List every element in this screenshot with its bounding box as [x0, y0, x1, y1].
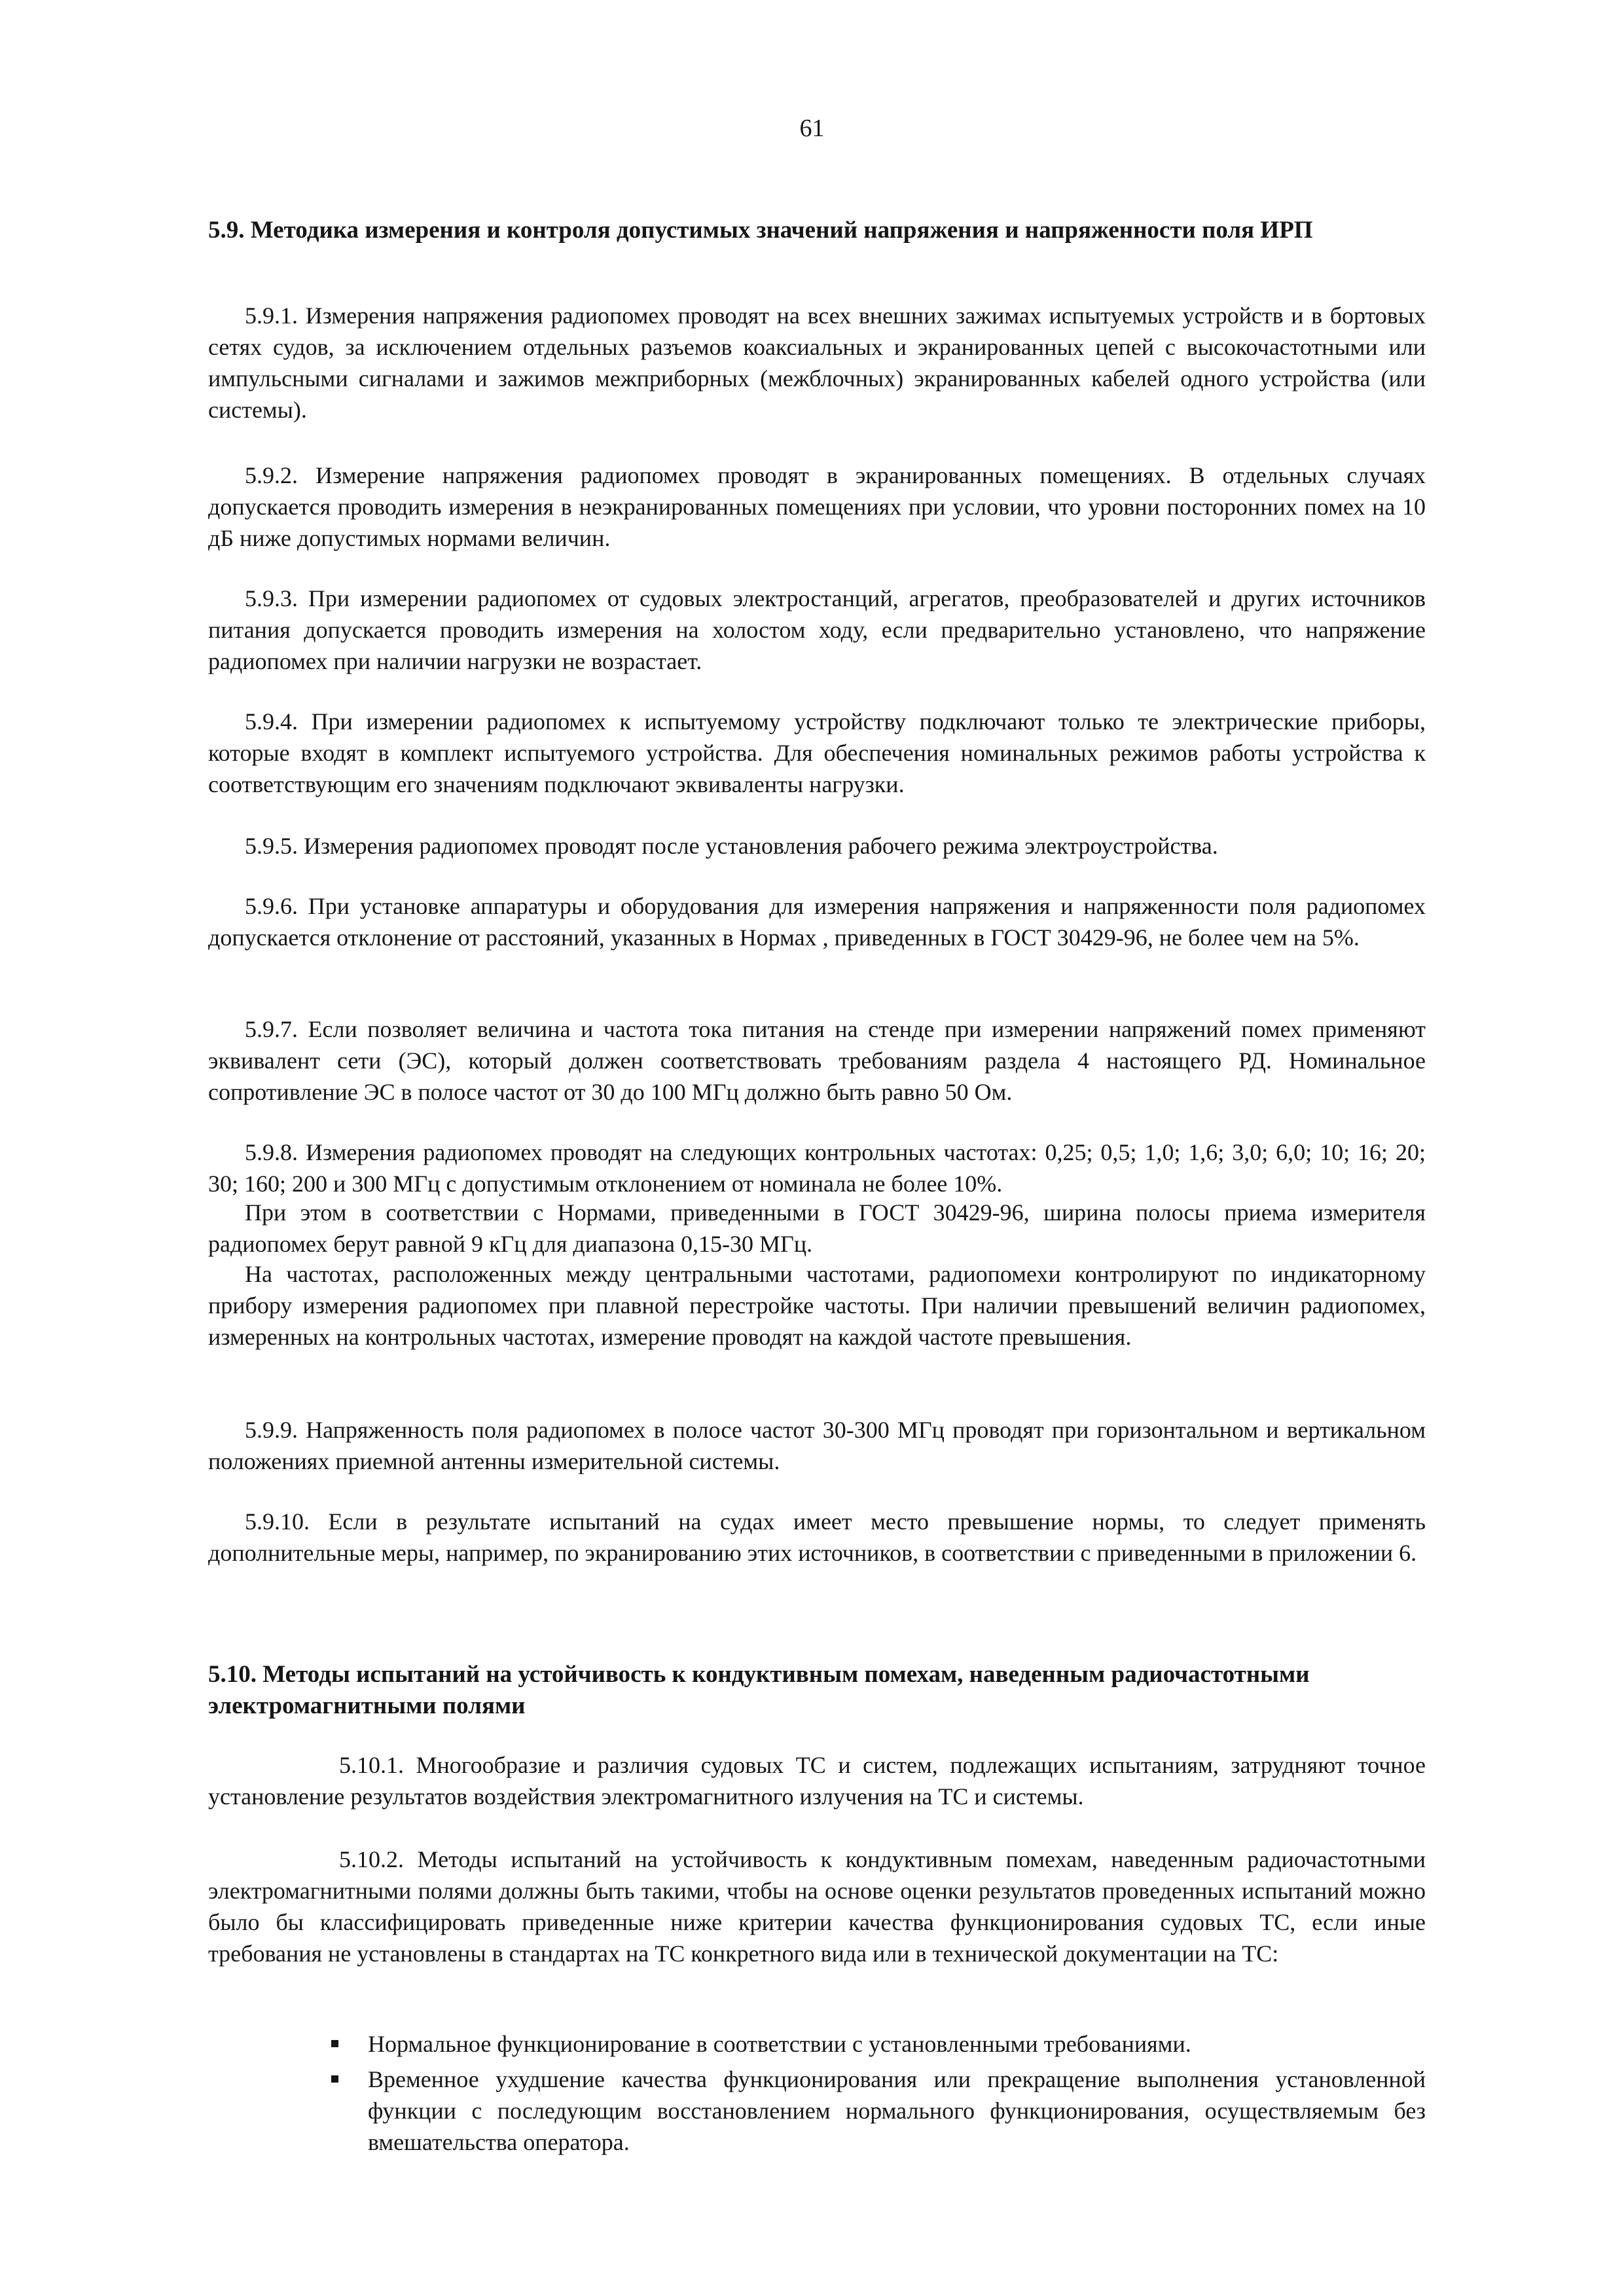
paragraph-5-9-8-intermediate: На частотах, расположенных между центральными частотами, радиопомехи контролируют по индикаторному прибору измерения радиопомех при плавной перестройке частоты. При наличии превышений величин радиопомех, измеренных на контрольных частотах, измерение проводят на каждой частоте превышения. — [208, 1261, 1426, 1350]
list-item-text: Временное ухудшение качества функционирования или прекращение выполнения установленной функции с последующим восстановлением нормального функционирования, осуществляемым без вмешательства оператора. — [368, 2066, 1426, 2155]
paragraph-5-9-7: 5.9.7. Если позволяет величина и частота тока питания на стенде при измерении напряжений помех применяют эквивалент сети (ЭС), который должен соответствовать требованиям раздела 4 настоящего РД. Номинальное сопротивление ЭС в полосе частот от 30 до 100 МГц должно быть равно 50 Ом. — [208, 1016, 1426, 1105]
bullet-square-icon — [331, 2075, 338, 2083]
list-item-text: Нормальное функционирование в соответствии с установленными требованиями. — [368, 2031, 1191, 2057]
paragraph-5-9-4: 5.9.4. При измерении радиопомех к испытуемому устройству подключают только те электрические приборы, которые входят в комплект испытуемого устройства. Для обеспечения номинальных режимов работы устройства к соответствующим его значениям подключают эквиваленты нагрузки. — [208, 708, 1426, 797]
paragraph-5-9-8-bandwidth: При этом в соответствии с Нормами, приведенными в ГОСТ 30429-96, ширина полосы приема измерителя радиопомех берут равной 9 кГц для диапазона 0,15-30 МГц. — [208, 1199, 1426, 1257]
list-item — [208, 2064, 1426, 2158]
paragraph-5-9-10: 5.9.10. Если в результате испытаний на судах имеет место превышение нормы, то следует применять дополнительные меры, например, по экранированию этих источников, в соответствии с приведенными в приложении 6. — [208, 1508, 1426, 1566]
list-item — [208, 2028, 1426, 2060]
paragraph-5-10-1: 5.10.1. Многообразие и различия судовых ТС и систем, подлежащих испытаниям, затрудняют точное установление результатов воздействия электромагнитного излучения на ТС и системы. — [208, 1752, 1426, 1810]
paragraph-5-9-5: 5.9.5. Измерения радиопомех проводят после установления рабочего режима электроустройства. — [245, 833, 1218, 859]
criteria-list — [208, 2028, 1426, 2162]
page-number: 61 — [799, 115, 825, 142]
paragraph-5-9-9: 5.9.9. Напряженность поля радиопомех в полосе частот 30-300 МГц проводят при горизонтальном и вертикальном положениях приемной антенны измерительной системы. — [208, 1417, 1426, 1474]
paragraph-5-9-3: 5.9.3. При измерении радиопомех от судовых электростанций, агрегатов, преобразователей и других источников питания допускается проводить измерения на холостом ходу, если предварительно установлено, что напряжение радиопомех при наличии нагрузки не возрастает. — [208, 585, 1426, 674]
paragraph-5-9-1: 5.9.1. Измерения напряжения радиопомех проводят на всех внешних зажимах испытуемых устройств и в бортовых сетях судов, за исключением отдельных разъемов коаксиальных и экранированных цепей с высокочастотными или импульсными сигналами и зажимов межприборных (межблочных) экранированных кабелей одного устройства (или системы). — [208, 302, 1426, 423]
paragraph-5-9-6: 5.9.6. При установке аппаратуры и оборудования для измерения напряжения и напряженности поля радиопомех допускается отклонение от расстояний, указанных в Нормах , приведенных в ГОСТ 30429-96, не более чем на 5%. — [208, 893, 1426, 951]
bullet-square-icon — [331, 2040, 338, 2047]
paragraph-5-9-2: 5.9.2. Измерение напряжения радиопомех проводят в экранированных помещениях. В отдельных случаях допускается проводить измерения в неэкранированных помещениях при условии, что уровни посторонних помех на 10 дБ ниже допустимых нормами величин. — [208, 462, 1426, 551]
paragraph-5-9-8: 5.9.8. Измерения радиопомех проводят на следующих контрольных частотах: 0,25; 0,5; 1,0; 1,6; 3,0; 6,0; 10; 16; 20; 30; 160; 200 и 300 МГц с допустимым отклонением от номинала не более 10%. — [208, 1139, 1426, 1197]
section-5-9-heading: 5.9. Методика измерения и контроля допустимых значений напряжения и напряженности поля ИРП — [208, 217, 1313, 244]
section-5-10-heading: 5.10. Методы испытаний на устойчивость к кондуктивным помехам, наведенным радиочастотными электромагнитными полями — [208, 1661, 1310, 1719]
paragraph-5-10-2: 5.10.2. Методы испытаний на устойчивость к кондуктивным помехам, наведенным радиочастотными электромагнитными полями должны быть такими, чтобы на основе оценки результатов проведенных испытаний можно было бы классифицировать приведенные ниже критерии качества функционирования судовых ТС, если иные требования не установлены в стандартах на ТС конкретного вида или в технической документации на ТС: — [208, 1846, 1426, 1967]
